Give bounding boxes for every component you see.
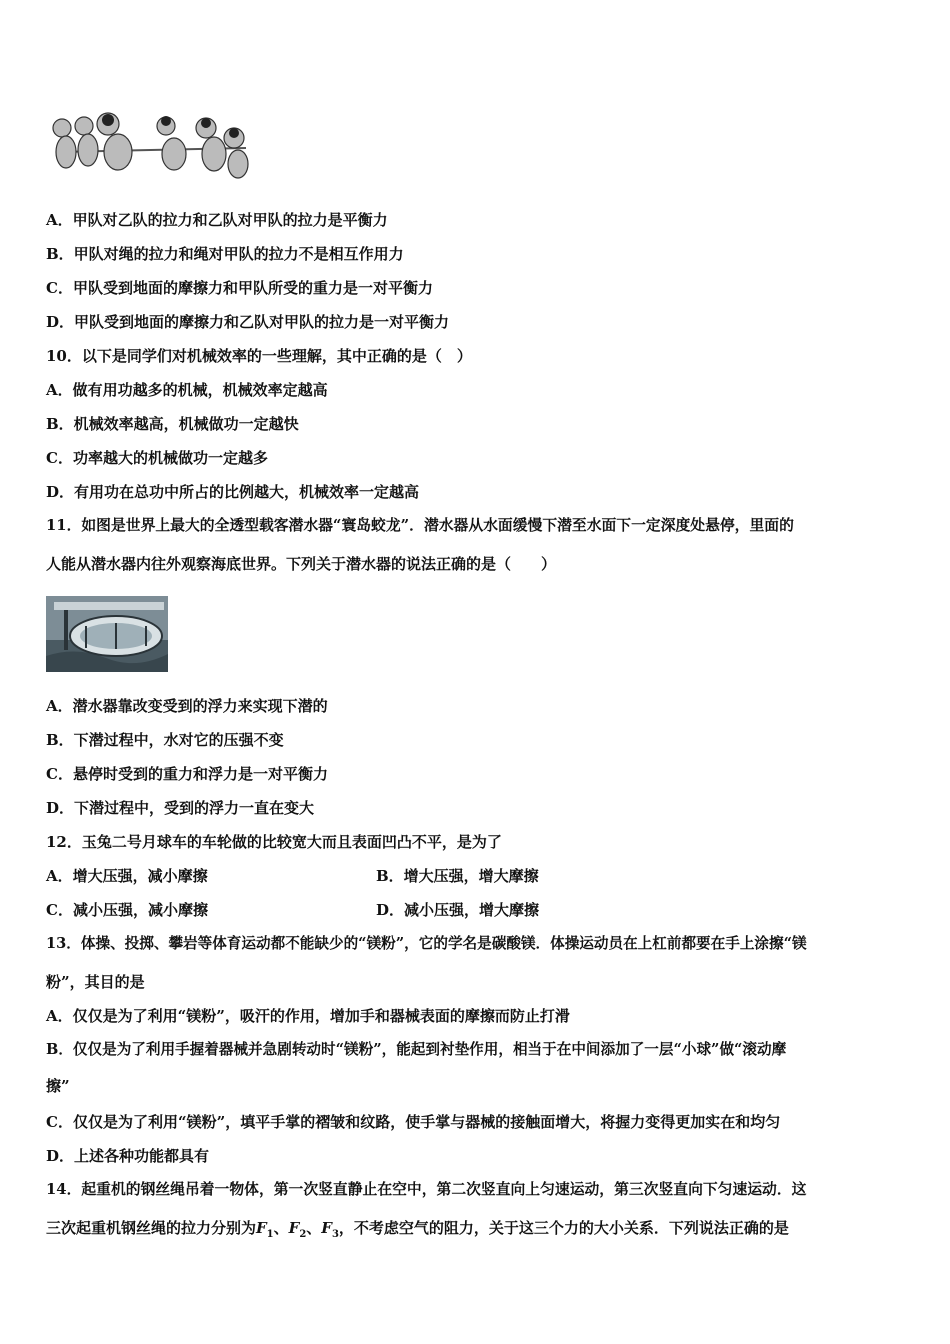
q11-option-b: B．下潜过程中，水对它的压强不变 bbox=[46, 731, 284, 749]
q11-option-d: D．下潜过程中，受到的浮力一直在变大 bbox=[46, 799, 315, 817]
q13-option-d: D．上述各种功能都具有 bbox=[46, 1147, 210, 1165]
q10-option-b: B．机械效率越高，机械做功一定越快 bbox=[46, 415, 299, 433]
force-f3: F bbox=[321, 1219, 332, 1237]
q11-stem-line1: 11．如图是世界上最大的全透型载客潜水器“寰岛蛟龙”．潜水器从水面缓慢下潜至水面下一定深度处悬停，里面的 bbox=[46, 517, 794, 534]
q11-option-c: C．悬停时受到的重力和浮力是一对平衡力 bbox=[46, 765, 328, 783]
force-f3-sub: 3 bbox=[331, 1229, 339, 1240]
q9-option-c: C．甲队受到地面的摩擦力和甲队所受的重力是一对平衡力 bbox=[46, 279, 433, 297]
q11-stem-line2: 人能从潜水器内往外观察海底世界。下列关于潜水器的说法正确的是（ ） bbox=[46, 555, 557, 573]
force-f1: F bbox=[256, 1219, 267, 1237]
submersible-image bbox=[46, 596, 168, 672]
q12-option-d: D．减小压强，增大摩擦 bbox=[376, 901, 540, 919]
q11-option-a: A．潜水器靠改变受到的浮力来实现下潜的 bbox=[46, 697, 328, 715]
force-f2: F bbox=[288, 1219, 300, 1237]
separator-2: 、 bbox=[306, 1219, 322, 1237]
q13-option-c: C．仅仅是为了利用“镁粉”，填平手掌的褶皱和纹路，使手掌与器械的接触面增大，将握力变得更加实在和均匀 bbox=[46, 1113, 781, 1131]
q9-option-b: B．甲队对绳的拉力和绳对甲队的拉力不是相互作用力 bbox=[46, 245, 404, 263]
force-f2-sub: 2 bbox=[299, 1229, 307, 1240]
tug-of-war-image bbox=[46, 112, 256, 184]
q14-stem-line2 bbox=[46, 1218, 789, 1245]
q14-stem-line2-pre: 三次起重机钢丝绳的拉力分别为 bbox=[46, 1219, 257, 1237]
q14-stem-line1: 14．起重机的钢丝绳吊着一物体，第一次竖直静止在空中，第二次竖直向上匀速运动，第三次竖直向下匀速运动．这 bbox=[46, 1181, 807, 1198]
q13-stem-line1: 13．体操、投掷、攀岩等体育运动都不能缺少的“镁粉”，它的学名是碳酸镁．体操运动员在上杠前都要在手上涂擦“镁 bbox=[46, 935, 807, 952]
q10-option-a: A．做有用功越多的机械，机械效率定越高 bbox=[46, 381, 328, 399]
q9-option-d: D．甲队受到地面的摩擦力和乙队对甲队的拉力是一对平衡力 bbox=[46, 313, 450, 331]
separator-1: 、 bbox=[273, 1219, 289, 1237]
q12-option-b: B．增大压强，增大摩擦 bbox=[376, 867, 539, 885]
q10-stem: 10．以下是同学们对机械效率的一些理解，其中正确的是（ ） bbox=[46, 347, 472, 365]
q10-option-c: C．功率越大的机械做功一定越多 bbox=[46, 449, 268, 467]
q12-stem: 12．玉兔二号月球车的车轮做的比较宽大而且表面凹凸不平，是为了 bbox=[46, 833, 502, 851]
q9-option-a: A．甲队对乙队的拉力和乙队对甲队的拉力是平衡力 bbox=[46, 211, 388, 229]
force-f1-sub: 1 bbox=[266, 1229, 274, 1240]
q13-option-b-line2: 擦” bbox=[46, 1077, 70, 1095]
q10-option-d: D．有用功在总功中所占的比例越大，机械效率一定越高 bbox=[46, 483, 420, 501]
q13-option-a: A．仅仅是为了利用“镁粉”，吸汗的作用，增加手和器械表面的摩擦而防止打滑 bbox=[46, 1007, 570, 1025]
q13-stem-line2: 粉”，其目的是 bbox=[46, 973, 145, 991]
q12-option-c: C．减小压强，减小摩擦 bbox=[46, 901, 208, 919]
q12-option-a: A．增大压强，减小摩擦 bbox=[46, 867, 208, 885]
q13-option-b-line1: B．仅仅是为了利用手握着器械并急剧转动时“镁粉”，能起到衬垫作用，相当于在中间添加了一层“小球”做“滚动摩 bbox=[46, 1041, 787, 1058]
q14-stem-line2-post: ，不考虑空气的阻力，关于这三个力的大小关系．下列说法正确的是 bbox=[338, 1219, 789, 1237]
